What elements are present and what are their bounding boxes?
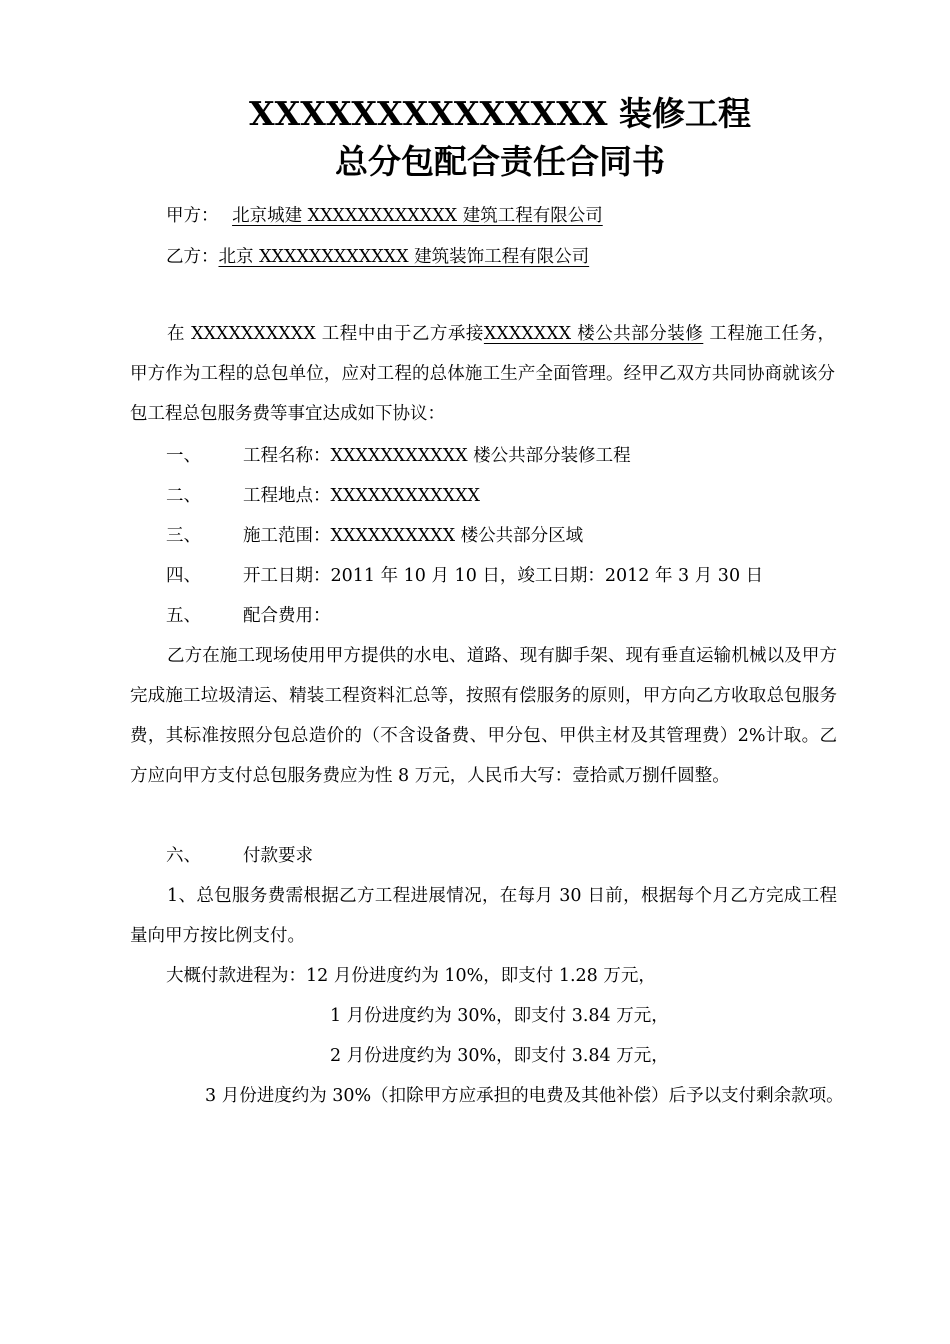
clause-number: 六、 [166, 846, 201, 866]
clause-5 [166, 596, 331, 636]
clause-text: 工程名称：XXXXXXXXXXX 楼公共部分装修工程 [243, 446, 631, 466]
clause-text: 工程地点：XXXXXXXXXXXX [243, 486, 481, 506]
clause-2 [166, 476, 480, 516]
party-a-name: 北京城建 XXXXXXXXXXXX 建筑工程有限公司 [232, 206, 603, 226]
fee-paragraph: 乙方在施工现场使用甲方提供的水电、道路、现有脚手架、现有垂直运输机械以及甲方完成施工垃圾清运、精装工程资料汇总等，按照有偿服务的原则，甲方向乙方收取总包服务费，其标准按照分包总造价的（不含设备费、甲分包、甲供主材及其管理费）2%计取。乙方应向甲方支付总包服务费应为性 8 万元，人民币大写：壹拾贰万捌仟圆整。 [130, 646, 837, 786]
party-b-label: 乙方： [166, 247, 219, 267]
party-b-name: 北京 XXXXXXXXXXXX 建筑装饰工程有限公司 [218, 247, 590, 267]
schedule-item: 12 月份进度约为 10%，即支付 1.28 万元， [306, 966, 656, 986]
document-title-line1: XXXXXXXXXXXXXX 装修工程 [249, 94, 751, 133]
schedule-item: 2 月份进度约为 30%，即支付 3.84 万元， [330, 1046, 669, 1066]
clause-number: 五、 [166, 606, 201, 626]
clause-number: 一、 [166, 446, 201, 466]
clause-text: 开工日期：2011 年 10 月 10 日，竣工日期：2012 年 3 月 30 日 [243, 566, 764, 586]
schedule-last-item: 3 月份进度约为 30%（扣除甲方应承担的电费及其他补偿）后予以支付剩余款项。 [205, 1086, 844, 1106]
intro-paragraph [130, 314, 835, 434]
clause-4 [166, 556, 763, 596]
schedule-item: 1 月份进度约为 30%，即支付 3.84 万元， [330, 1006, 669, 1026]
party-a [166, 196, 603, 236]
clause-text: 施工范围：XXXXXXXXXX 楼公共部分区域 [243, 526, 584, 546]
clause-1 [166, 436, 631, 476]
clause-6 [166, 836, 313, 876]
clause-number: 四、 [166, 566, 201, 586]
clause-3 [166, 516, 583, 556]
clause-text: 配合费用： [243, 606, 331, 626]
intro-task: XXXXXXX 楼公共部分装修 [483, 324, 704, 344]
party-b [166, 237, 589, 277]
schedule-lead: 大概付款进程为： [166, 966, 306, 986]
clause-number: 三、 [166, 526, 201, 546]
clause-text: 付款要求 [243, 846, 313, 866]
intro-part1: 在 XXXXXXXXXX 工程中由于乙方承接 [167, 324, 484, 344]
document-title-line2: 总分包配合责任合同书 [335, 142, 665, 181]
schedule-line-1 [166, 956, 656, 996]
intro-part2: 工程施工任务，甲方作为工程的总包单位，应对工程的总体施工生产全面管理。经甲乙双方共同协商就该分包工程总包服务费等事宜达成如下协议： [130, 324, 835, 424]
party-a-label: 甲方： [166, 206, 219, 226]
payment-rule-paragraph: 1、总包服务费需根据乙方工程进展情况，在每月 30 日前，根据每个月乙方完成工程量向甲方按比例支付。 [130, 886, 837, 946]
clause-number: 二、 [166, 486, 201, 506]
